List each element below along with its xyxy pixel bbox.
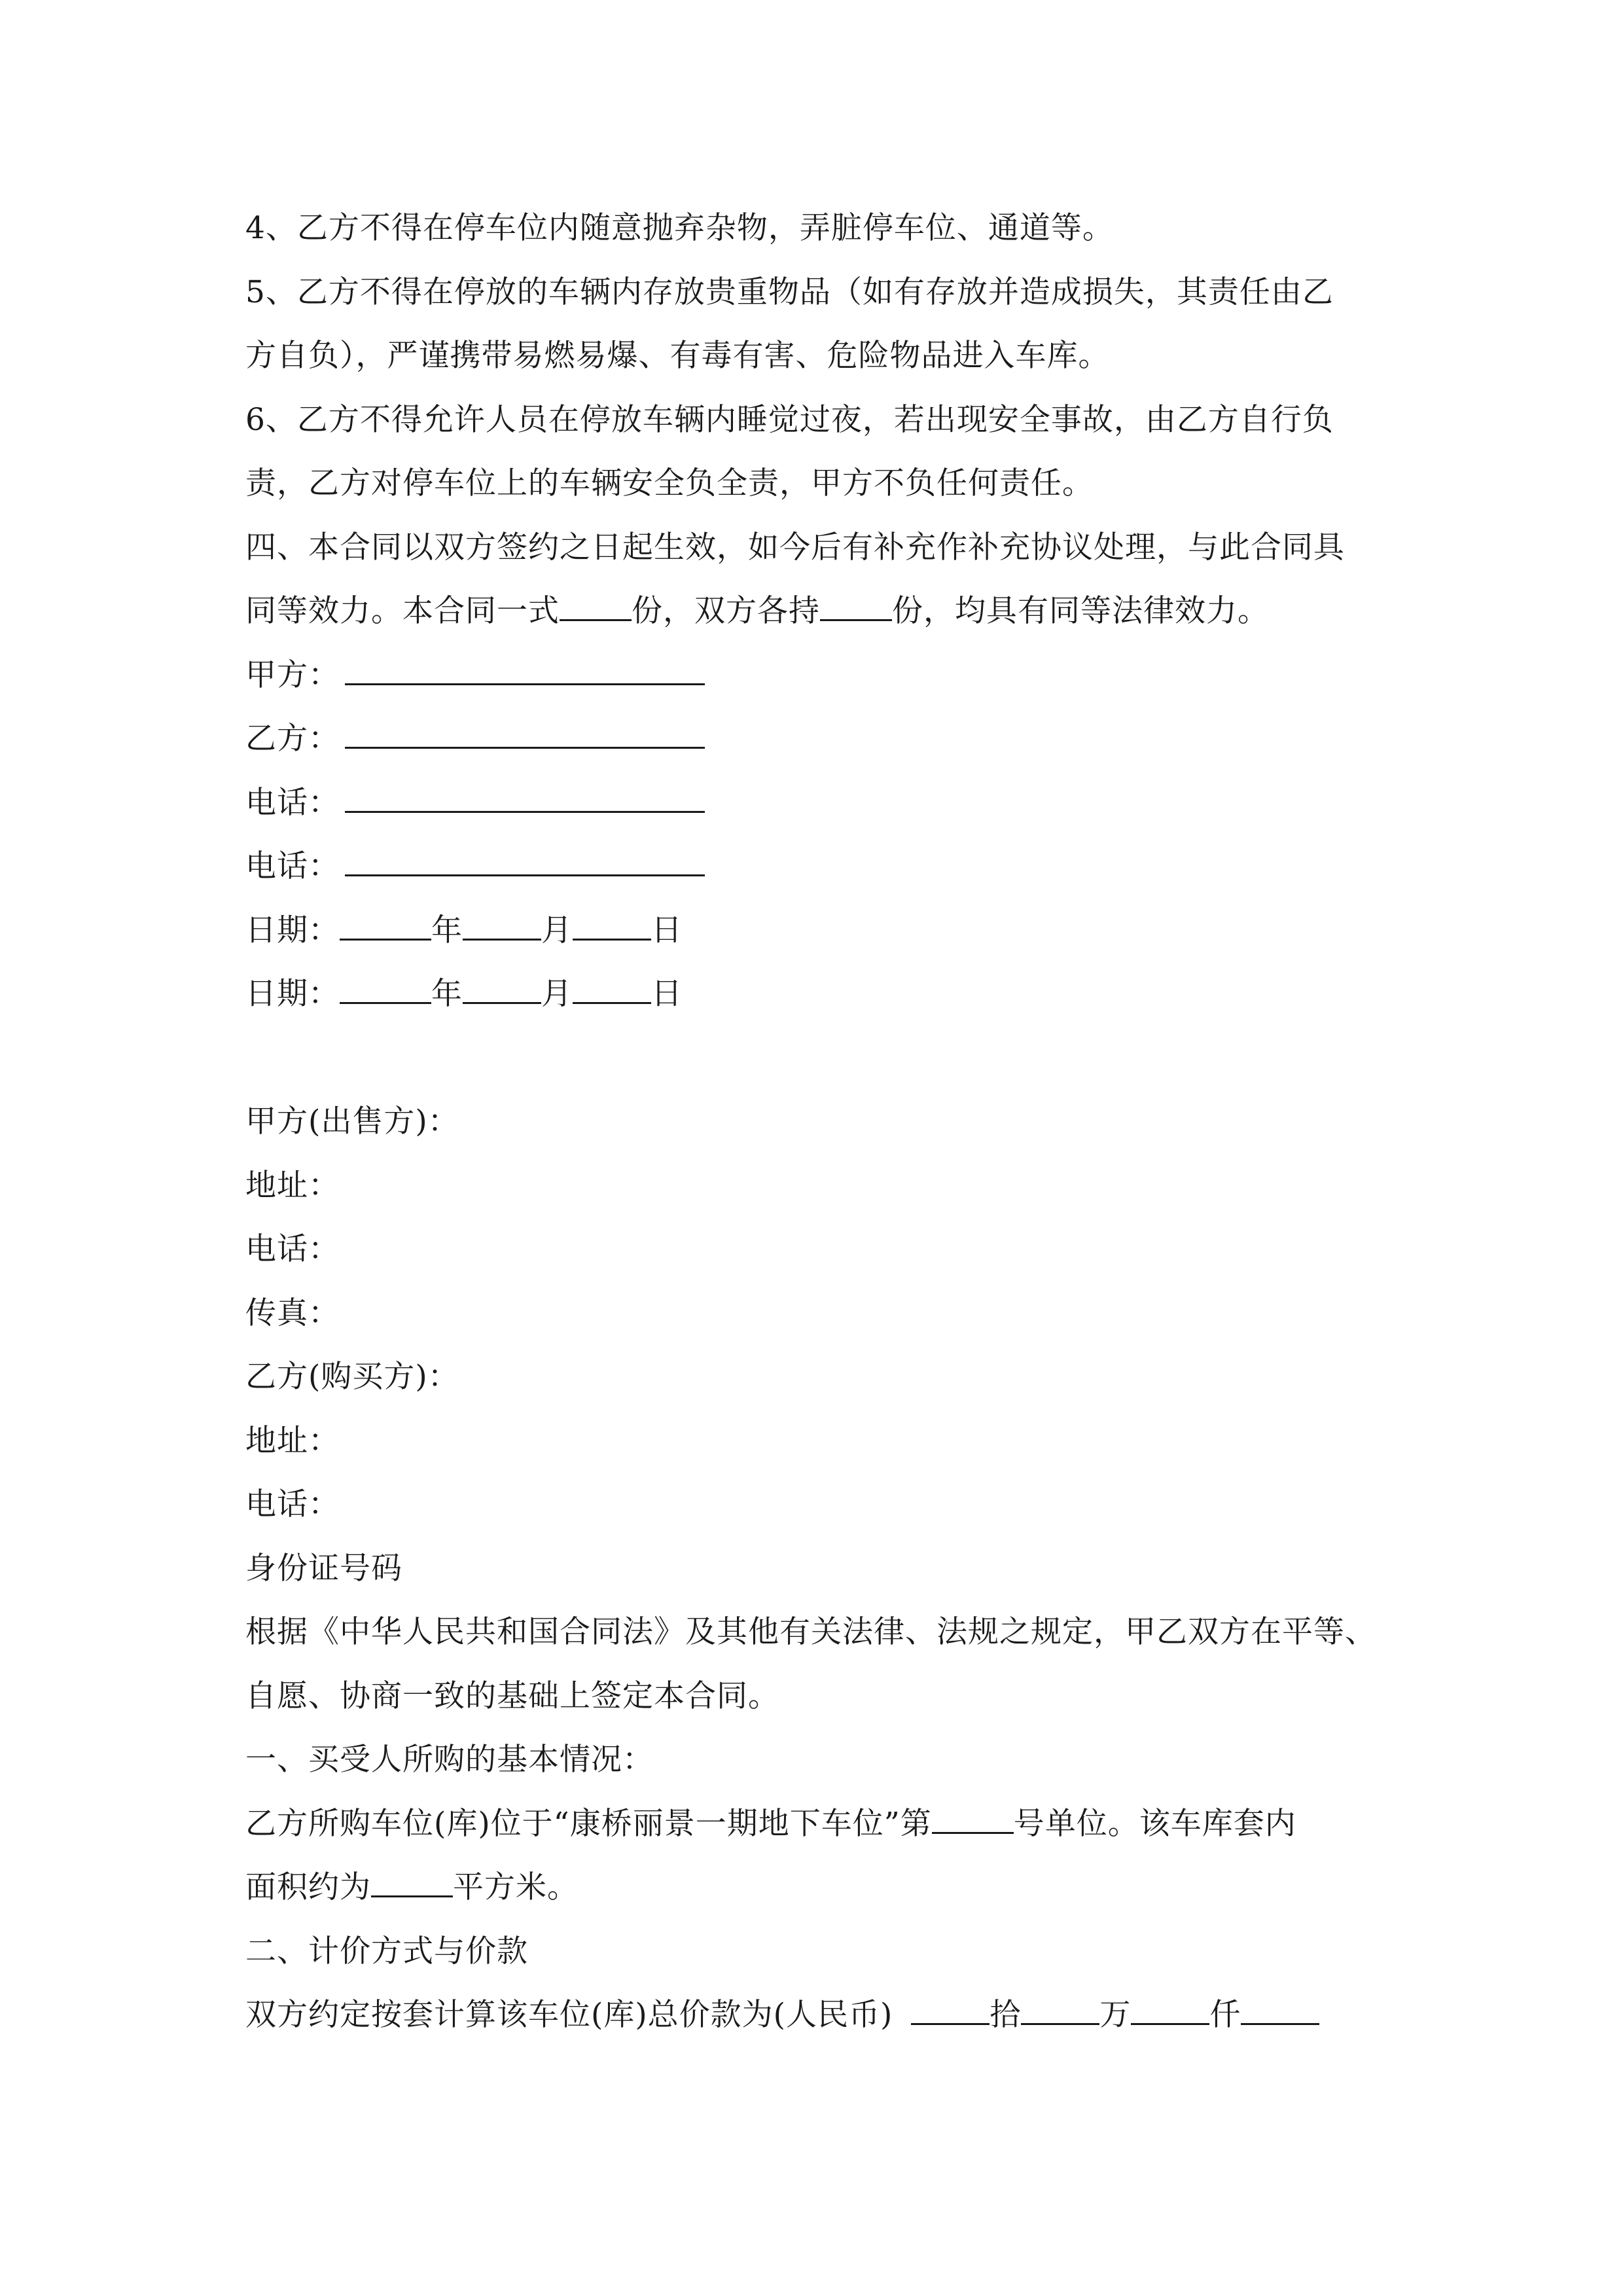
month-blank[interactable] [463,971,541,1004]
copies-total-blank[interactable] [560,588,632,621]
date-line-b [245,962,1384,1026]
area-text-a: 面积约为 [245,1869,371,1905]
date-label: 日期： [245,976,340,1012]
signature-party-a [245,643,1384,708]
contract-content [245,196,1384,2047]
party-a-signature-blank[interactable] [345,653,705,685]
price-wan-blank[interactable] [1021,1992,1099,2025]
buyer-address: 地址： [245,1422,340,1459]
buyer-id-number: 身份证号码 [245,1550,402,1587]
signature-phone-b [245,834,1384,899]
party-b-signature-blank[interactable] [345,716,705,749]
parking-location-line [245,1792,1384,1856]
day-blank[interactable] [573,908,651,941]
signature-label: 乙方： [245,721,340,757]
legal-basis-cont: 自愿、协商一致的基础上签定本合同。 [245,1677,779,1714]
copies-line [245,579,1384,643]
day-blank[interactable] [573,971,651,1004]
year-label: 年 [431,912,463,948]
clause-6-cont: 责，乙方对停车位上的车辆安全负全责，甲方不负任何责任。 [245,465,1094,501]
area-blank[interactable] [371,1865,453,1897]
day-label: 日 [651,976,683,1012]
parking-text-b: 号单位。该车库套内 [1013,1805,1296,1842]
signature-phone-a [245,771,1384,835]
year-label: 年 [431,976,463,1012]
month-blank[interactable] [463,908,541,941]
copies-each-blank[interactable] [820,588,892,621]
phone-b-blank[interactable] [345,844,705,876]
unit-number-blank[interactable] [932,1801,1014,1834]
party-seller: 甲方(出售方)： [245,1103,459,1139]
price-line [245,1983,1384,2047]
seller-address: 地址： [245,1167,340,1204]
signature-label: 电话： [245,784,340,821]
copies-text-c: 份，均具有同等法律效力。 [892,593,1269,629]
party-buyer: 乙方(购买方)： [245,1359,459,1395]
signature-label: 电话： [245,848,340,884]
phone-a-blank[interactable] [345,780,705,813]
section-one-heading: 一、买受人所购的基本情况： [245,1742,654,1778]
buyer-phone: 电话： [245,1486,340,1522]
date-line-a [245,899,1384,963]
month-label: 月 [541,912,573,948]
legal-basis: 根据《中华人民共和国合同法》及其他有关法律、法规之规定，甲乙双方在平等、 [245,1614,1376,1650]
date-label: 日期： [245,912,340,948]
price-wan-label: 万 [1099,1997,1132,2033]
seller-fax: 传真： [245,1295,340,1331]
year-blank[interactable] [340,971,431,1004]
copies-text-a: 同等效力。本合同一式 [245,593,560,629]
price-text: 双方约定按套计算该车位(库)总价款为(人民币) [245,1997,893,2033]
clause-6: 6、乙方不得允许人员在停放车辆内睡觉过夜，若出现安全事故，由乙方自行负 [245,401,1334,438]
signature-label: 甲方： [245,656,340,693]
month-label: 月 [541,976,573,1012]
area-line [245,1856,1384,1920]
price-shi-label: 拾 [990,1997,1022,2033]
clause-four: 四、本合同以双方签约之日起生效，如今后有补充作补充协议处理，与此合同具 [245,529,1345,565]
price-qian-blank[interactable] [1131,1992,1209,2025]
section-gap [245,1026,1384,1090]
year-blank[interactable] [340,908,431,941]
clause-5: 5、乙方不得在停放的车辆内存放贵重物品（如有存放并造成损失，其责任由乙 [245,274,1334,310]
price-qian-label: 仟 [1209,1997,1241,2033]
section-two-heading: 二、计价方式与价款 [245,1933,528,1969]
clause-5-cont: 方自负），严谨携带易燃易爆、有毒有害、危险物品进入车库。 [245,338,1110,374]
price-shi-blank[interactable] [911,1992,990,2025]
clause-4: 4、乙方不得在停车位内随意抛弃杂物，弄脏停车位、通道等。 [245,210,1114,246]
seller-phone: 电话： [245,1231,340,1267]
day-label: 日 [651,912,683,948]
area-text-b: 平方米。 [453,1869,579,1905]
parking-text-a: 乙方所购车位(库)位于“康桥丽景一期地下车位”第 [245,1805,932,1842]
copies-text-b: 份，双方各持 [632,593,820,629]
price-trailing-blank[interactable] [1241,1992,1319,2025]
signature-party-b [245,707,1384,771]
